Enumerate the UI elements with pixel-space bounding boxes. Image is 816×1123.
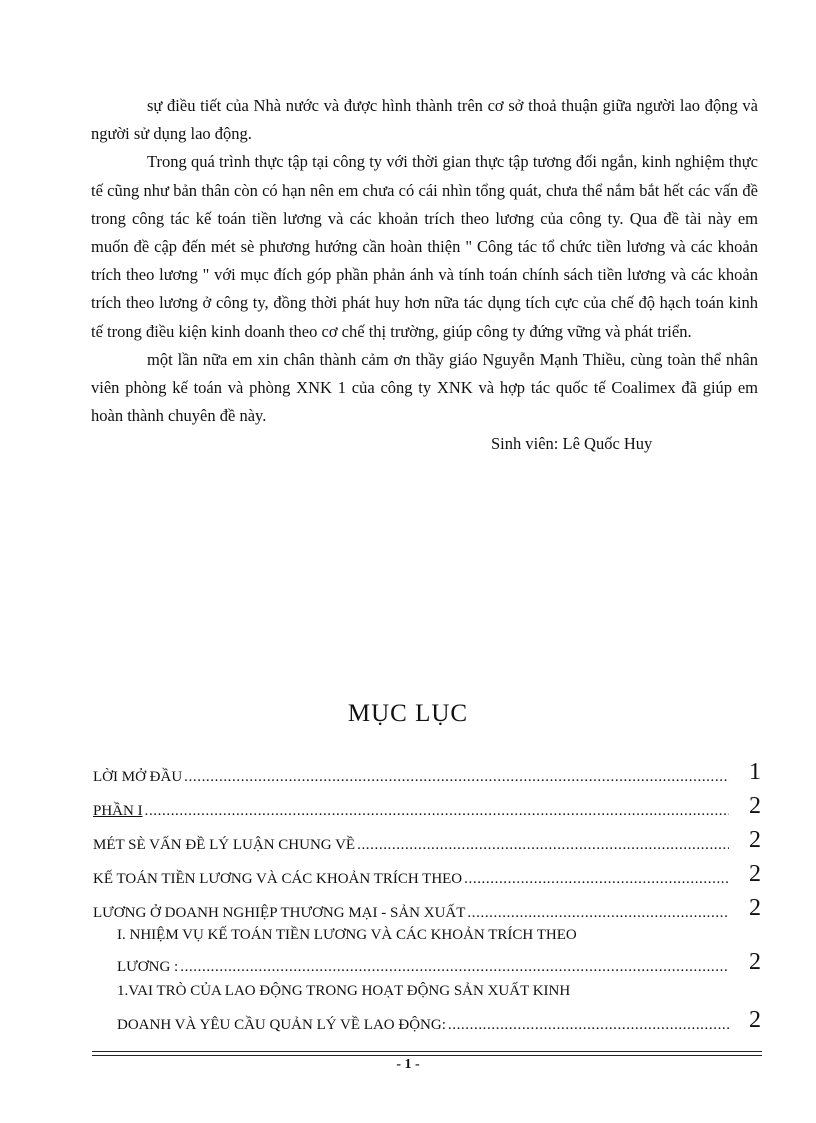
signature: Sinh viên: Lê Quốc Huy — [491, 434, 653, 454]
toc-entry-page: 2 — [749, 895, 761, 921]
toc-entry-page: 2 — [749, 861, 761, 887]
toc-entry-label: MÉT SÈ VẤN ĐỀ LÝ LUẬN CHUNG VỀ — [93, 837, 356, 853]
toc-entry-page: 1 — [749, 759, 761, 785]
toc-entry-label: LƯƠNG : — [117, 959, 179, 975]
toc-entry-label: LƯƠNG Ở DOANH NGHIỆP THƯƠNG MẠI - SẢN XUẤT — [93, 905, 466, 921]
toc-leader-dots — [464, 871, 729, 888]
toc-entry-label: PHẦN I — [93, 803, 143, 819]
toc-title: MỤC LỤC — [347, 700, 469, 727]
toc-leader-dots — [184, 769, 729, 786]
toc-entry[interactable] — [93, 786, 761, 820]
toc-entry[interactable] — [93, 1002, 761, 1034]
toc-entry-line[interactable]: I. NHIỆM VỤ KẾ TOÁN TIỀN LƯƠNG VÀ CÁC KHOẢN TRÍCH THEO — [117, 927, 577, 943]
toc-entry-page: 2 — [749, 827, 761, 853]
paragraph: một lần nữa em xin chân thành cảm ơn thầy giáo Nguyễn Mạnh Thiều, cùng toàn thể nhân viên phòng kế toán và phòng XNK 1 của công ty XNK và hợp tác quốc tế Coalimex đã giúp em hoàn thành chuyên đề này. — [91, 349, 758, 426]
toc-entry-label: LỜI MỞ ĐẦU — [93, 769, 183, 785]
toc-entry-label: DOANH VÀ YÊU CẦU QUẢN LÝ VỀ LAO ĐỘNG: — [117, 1017, 446, 1033]
table-of-contents — [93, 752, 761, 1034]
toc-leader-dots — [467, 905, 729, 922]
toc-leader-dots — [448, 1017, 729, 1034]
toc-entry-label: KẾ TOÁN TIỀN LƯƠNG VÀ CÁC KHOẢN TRÍCH THEO — [93, 871, 463, 887]
toc-leader-dots — [357, 837, 729, 854]
page-number: - 1 - — [396, 1057, 420, 1072]
toc-entry[interactable] — [93, 820, 761, 854]
toc-leader-dots — [145, 803, 729, 820]
toc-entry-page: 2 — [749, 1007, 761, 1033]
body-text — [91, 92, 758, 459]
footer-divider — [92, 1051, 762, 1056]
toc-entry-page: 2 — [749, 949, 761, 975]
paragraph: sự điều tiết của Nhà nước và được hình thành trên cơ sở thoả thuận giữa người lao động và người sử dụng lao động. — [91, 96, 758, 144]
toc-entry[interactable] — [93, 752, 761, 786]
toc-entry[interactable] — [93, 854, 761, 888]
toc-entry[interactable] — [93, 888, 761, 922]
toc-entry-line[interactable]: 1.VAI TRÒ CỦA LAO ĐỘNG TRONG HOẠT ĐỘNG SẢN XUẤT KINH — [117, 983, 571, 999]
paragraph: Trong quá trình thực tập tại công ty với thời gian thực tập tương đối ngắn, kinh nghiệm thực tế cũng như bản thân còn có hạn nên em chưa có cái nhìn tổng quát, chưa thể nắm bắt hết các vấn đề trong công tác kế toán tiền lương và các khoản trích theo lương của công ty. Qua đề tài này em muốn đề cập đến mét sè phương hướng cần hoàn thiện " Công tác tổ chức tiền lương và các khoản trích theo lương " với mục đích góp phần phản ánh và tính toán chính sách tiền lương và các khoản trích theo lương ở công ty, đồng thời phát huy hơn nữa tác dụng tích cực của chế độ hạch toán kinh tế trong điều kiện kinh doanh theo cơ chế thị trường, giúp công ty đứng vững và phát triển. — [91, 152, 758, 341]
toc-entry[interactable] — [93, 946, 761, 976]
toc-leader-dots — [180, 959, 729, 976]
toc-entry-page: 2 — [749, 793, 761, 819]
